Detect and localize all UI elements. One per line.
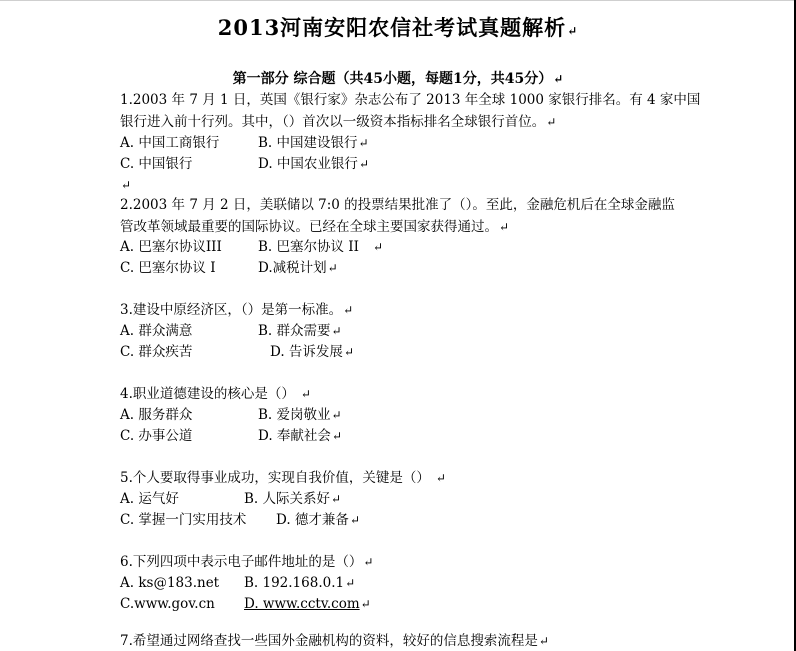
question-5-option-d: D. 德才兼备↵ xyxy=(276,512,360,528)
question-3-option-c: C. 群众疾苦 xyxy=(120,344,193,360)
question-3-option-d: D. 告诉发展↵ xyxy=(270,344,354,360)
question-3-option-a: A. 群众满意 xyxy=(120,323,193,339)
section-heading: 第一部分 综合题（共45小题，每题1分，共45分）↵ xyxy=(232,71,564,87)
document-title: 2013河南安阳农信社考试真题解析↵ xyxy=(217,15,579,40)
paragraph-mark-icon: ↵ xyxy=(553,72,564,86)
paragraph-mark-icon: ↵ xyxy=(546,115,557,129)
paragraph-mark-icon: ↵ xyxy=(435,471,446,485)
paragraph-mark-icon: ↵ xyxy=(343,345,354,359)
paragraph-mark-icon: ↵ xyxy=(360,597,371,611)
question-5-line-1: 5.个人要取得事业成功，实现自我价值，关键是（） ↵ xyxy=(120,470,446,486)
question-2-option-a: A. 巴塞尔协议III xyxy=(120,239,222,255)
paragraph-mark-icon: ↵ xyxy=(331,492,342,506)
question-2-line-1: 2.2003 年 7 月 2 日，美联储以 7:0 的投票结果批准了（）。至此，金融危机后在全球金融监 xyxy=(120,197,675,213)
question-1-option-d: D. 中国农业银行↵ xyxy=(258,156,369,172)
paragraph-mark-icon: ↵ xyxy=(358,157,369,171)
question-6-option-b: B. 192.168.0.1↵ xyxy=(244,575,356,591)
question-3-line-1: 3.建设中原经济区，（）是第一标准。↵ xyxy=(120,302,354,318)
question-4-line-1: 4.职业道德建设的核心是（） ↵ xyxy=(120,386,311,402)
paragraph-mark-icon: ↵ xyxy=(372,240,384,254)
question-4-option-b: B. 爱岗敬业↵ xyxy=(258,407,342,423)
paragraph-mark-icon: ↵ xyxy=(343,303,354,317)
paragraph-mark-icon: ↵ xyxy=(345,576,356,590)
question-4-option-a: A. 服务群众 xyxy=(120,407,193,423)
question-5-option-a: A. 运气好 xyxy=(120,491,179,507)
question-5-option-b: B. 人际关系好↵ xyxy=(244,491,342,507)
paragraph-mark-icon: ↵ xyxy=(300,387,311,401)
paragraph-mark-icon: ↵ xyxy=(349,513,360,527)
question-2-line-2: 管改革领域最重要的国际协议。已经在全球主要国家获得通过。↵ xyxy=(120,219,510,235)
question-6-line-1: 6.下列四项中表示电子邮件地址的是（）↵ xyxy=(120,554,374,570)
paragraph-mark-icon: ↵ xyxy=(538,634,549,648)
paragraph-mark-icon: ↵ xyxy=(331,408,342,422)
question-1-option-b: B. 中国建设银行↵ xyxy=(258,135,369,151)
paragraph-mark-icon: ↵ xyxy=(121,178,132,192)
question-3-option-b: B. 群众需要↵ xyxy=(258,323,342,339)
question-4-option-c: C. 办事公道 xyxy=(120,428,193,444)
paragraph-mark-icon: ↵ xyxy=(499,220,510,234)
question-2-option-b: B. 巴塞尔协议 II ↵ xyxy=(258,239,384,255)
paragraph-mark-icon: ↵ xyxy=(331,429,342,443)
paragraph-mark-icon: ↵ xyxy=(358,136,369,150)
question-1-option-c: C. 中国银行 xyxy=(120,156,193,172)
question-2-option-d: D.减税计划↵ xyxy=(258,260,338,276)
question-6-option-a: A. ks@183.net xyxy=(120,575,220,591)
question-6-option-c: C.www.gov.cn xyxy=(120,596,215,612)
question-1-line-1: 1.2003 年 7 月 1 日，英国《银行家》杂志公布了 2013 年全球 1000 家银行排名。有 4 家中国 xyxy=(120,92,701,108)
question-1-line-2: 银行进入前十行列。其中，（）首次以一级资本指标排名全球银行首位。↵ xyxy=(120,114,557,130)
paragraph-mark-icon: ↵ xyxy=(363,555,374,569)
question-4-option-d: D. 奉献社会↵ xyxy=(258,428,342,444)
paragraph-mark-icon: ↵ xyxy=(331,324,342,338)
paragraph-mark-icon: ↵ xyxy=(327,261,338,275)
question-2-option-c: C. 巴塞尔协议 I xyxy=(120,260,216,276)
paragraph-mark-icon: ↵ xyxy=(567,24,579,38)
question-7-line-1: 7.希望通过网络查找一些国外金融机构的资料，较好的信息搜索流程是↵ xyxy=(120,633,549,649)
question-1-option-a: A. 中国工商银行 xyxy=(120,135,220,151)
question-6-option-d: D. www.cctv.com↵ xyxy=(244,596,371,612)
page-top-edge xyxy=(0,0,796,1)
empty-paragraph xyxy=(120,176,131,194)
question-5-option-c: C. 掌握一门实用技术 xyxy=(120,512,247,528)
